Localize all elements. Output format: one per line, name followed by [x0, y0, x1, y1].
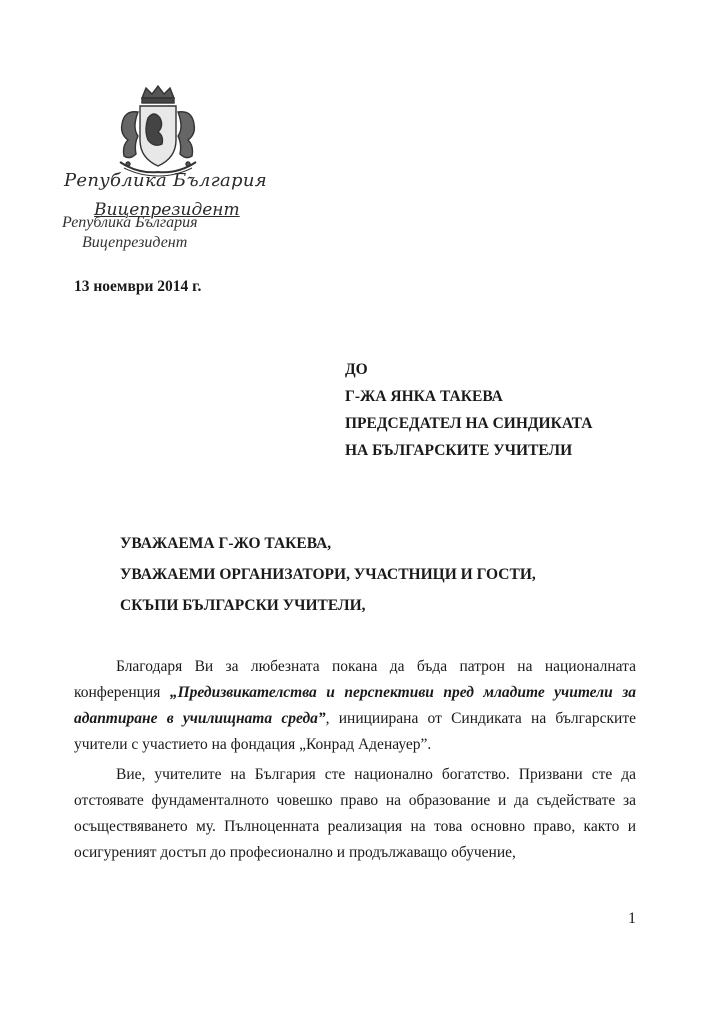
coat-of-arms-icon [98, 84, 218, 184]
addressee-line: Г-ЖА ЯНКА ТАКЕВА [345, 388, 503, 405]
addressee-line: ПРЕДСЕДАТЕЛ НА СИНДИКАТА [345, 415, 593, 432]
letterhead-subtitle: Вицепрезидент [82, 234, 188, 251]
letter-date: 13 ноември 2014 г. [74, 278, 202, 295]
addressee-block [345, 356, 592, 464]
addressee-line: ДО [345, 361, 368, 378]
salutation-line: СКЪПИ БЪЛГАРСКИ УЧИТЕЛИ, [120, 597, 366, 614]
addressee-line: НА БЪЛГАРСКИТЕ УЧИТЕЛИ [345, 442, 573, 459]
letterhead-script-subtitle: Вицепрезидент [94, 200, 240, 220]
salutation-block [120, 528, 536, 621]
paragraph-text: , инициирана от Синдиката на българските учители с участието на фондация „Конрад Аденауер”. [74, 710, 637, 753]
body-paragraph: Вие, учителите на България сте национално богатство. Призвани сте да отстоявате фундаменталното човешко право на образование и да съдействате за осъществяването му. Пълноценната реализация на това основно право, както и осигуреният достъп до професионално и продължаващо обучение, [74, 766, 636, 861]
body-paragraph [74, 654, 636, 758]
conference-title: „Предизвикателства и перспективи пред младите учители за адаптиране в училищната среда” [74, 684, 636, 727]
salutation-line: УВАЖАЕМА Г-ЖО ТАКЕВА, [120, 535, 332, 552]
page-number: 1 [628, 910, 636, 927]
salutation-line: УВАЖАЕМИ ОРГАНИЗАТОРИ, УЧАСТНИЦИ И ГОСТИ, [120, 566, 536, 583]
paragraph-text: Благодаря Ви за любезната покана да бъда патрон на националната конференция [74, 658, 636, 701]
letter-body [74, 654, 636, 870]
letterhead-title: Република България [62, 214, 198, 231]
letterhead-script-title: Република България [64, 170, 267, 191]
